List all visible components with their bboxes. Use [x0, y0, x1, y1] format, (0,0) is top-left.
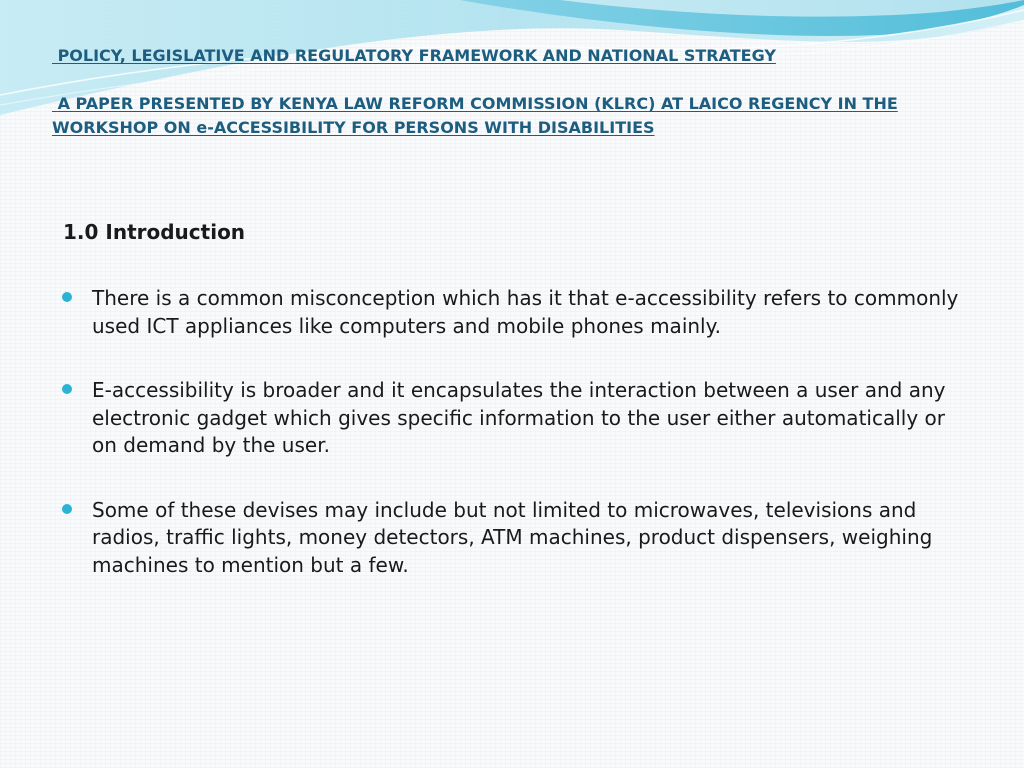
bullet-dot-icon	[62, 384, 72, 394]
bullet-text: Some of these devises may include but not limited to microwaves, televisions and radios, traffic lights, money detectors, ATM machines, product dispensers, weighing machines to mention but a few.	[92, 497, 933, 577]
bullet-list	[60, 285, 970, 616]
title-block	[52, 44, 952, 140]
section-heading: 1.0 Introduction	[63, 220, 246, 244]
bullet-dot-icon	[62, 292, 72, 302]
bullet-dot-icon	[62, 504, 72, 514]
bullet-item	[60, 377, 970, 460]
slide-title[interactable]: POLICY, LEGISLATIVE AND REGULATORY FRAMEWORK AND NATIONAL STRATEGY	[57, 46, 776, 65]
slide-subtitle[interactable]: A PAPER PRESENTED BY KENYA LAW REFORM COMMISSION (KLRC) AT LAICO REGENCY IN THE WORKSHOP ON e-ACCESSIBILITY FOR PERSONS WITH DISABILITIES	[52, 94, 898, 137]
bullet-item	[60, 497, 970, 580]
bullet-item	[60, 285, 970, 340]
bullet-text: E-accessibility is broader and it encapsulates the interaction between a user and any electronic gadget which gives specific information to the user either automatically or on demand by the user.	[92, 378, 946, 457]
bullet-text: There is a common misconception which has it that e-accessibility refers to commonly used ICT appliances like computers and mobile phones mainly.	[92, 286, 959, 338]
